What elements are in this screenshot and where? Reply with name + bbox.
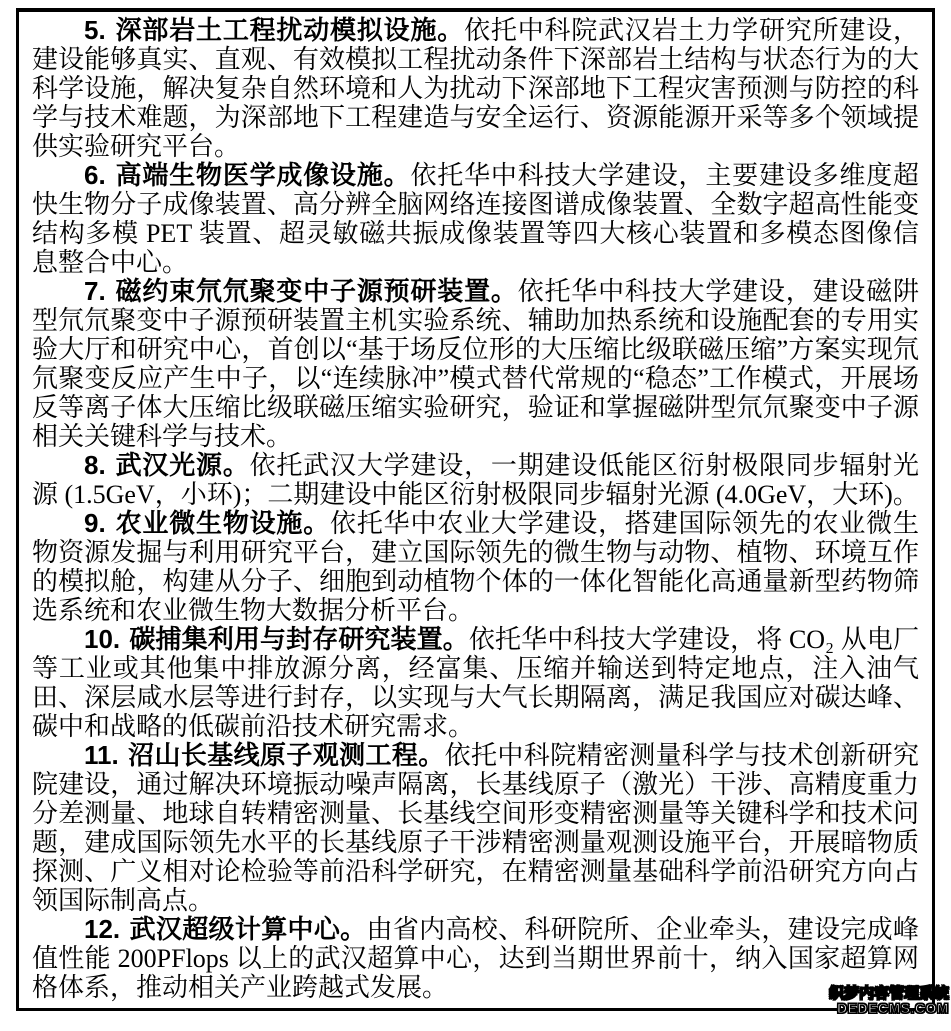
paragraph-title: 沼山长基线原子观测工程。 [127, 740, 445, 770]
paragraph-number: 8. [84, 450, 106, 480]
paragraph-body: 依托华中科技大学建设，主要建设多维度超快生物分子成像装置、高分辨全脑网络连接图谱成像装置、全数字超高性能变结构多模 PET 装置、超灵敏磁共振成像装置等四大核心装置和多模态图像信息整合中心。 [32, 161, 919, 277]
facility-paragraph-5 [32, 16, 919, 161]
paragraph-number: 6. [84, 160, 106, 190]
paragraph-body: 依托武汉大学建设，一期建设低能区衍射极限同步辐射光源 (1.5GeV，小环)；二期建设中能区衍射极限同步辐射光源 (4.0GeV，大环)。 [32, 451, 919, 509]
paragraph-number: 9. [84, 508, 106, 538]
paragraph-number: 7. [84, 276, 106, 306]
paragraph-body: 依托华中科技大学建设，将 CO₂ 从电厂等工业或其他集中排放源分离，经富集、压缩并输送到特定地点，注入油气田、深层咸水层等进行封存，以实现与大气长期隔离，满足我国应对碳达峰、碳中和战略的低碳前沿技术研究需求。 [32, 625, 919, 741]
paragraph-body: 依托中科院精密测量科学与技术创新研究院建设，通过解决环境振动噪声隔离，长基线原子（激光）干涉、高精度重力分差测量、地球自转精密测量、长基线空间形变精密测量等关键科学和技术问题，建成国际领先水平的长基线原子干涉精密测量观测设施平台，开展暗物质探测、广义相对论检验等前沿科学研究，在精密测量基础科学前沿研究方向占领国际制高点。 [32, 741, 919, 915]
paragraph-title: 深部岩土工程扰动模拟设施。 [114, 15, 465, 45]
paragraph-title: 武汉光源。 [114, 450, 250, 480]
paragraph-title: 碳捕集利用与封存研究装置。 [129, 624, 469, 654]
facility-paragraph-8 [32, 451, 919, 509]
facility-paragraph-11 [32, 741, 919, 915]
paragraph-number: 5. [84, 15, 106, 45]
paragraph-number: 11. [84, 740, 119, 770]
facility-paragraph-7 [32, 277, 919, 451]
paragraph-title: 武汉超级计算中心。 [129, 914, 367, 944]
facility-paragraph-6 [32, 161, 919, 277]
watermark-text-cn: 织梦内容管理系统 [828, 985, 949, 1002]
document-border-frame [16, 8, 935, 1011]
paragraph-body: 由省内高校、科研院所、企业牵头，建设完成峰值性能 200PFlops 以上的武汉超算中心，达到当期世界前十，纳入国家超算网格体系，推动相关产业跨越式发展。 [32, 915, 919, 1002]
paragraph-number: 10. [84, 624, 121, 654]
paragraph-number: 12. [84, 914, 121, 944]
paragraph-title: 磁约束氘氘聚变中子源预研装置。 [114, 276, 518, 306]
paragraph-title: 农业微生物设施。 [114, 508, 331, 538]
paragraph-body: 依托华中科技大学建设，建设磁阱型氘氘聚变中子源预研装置主机实验系统、辅助加热系统和设施配套的专用实验大厅和研究中心，首创以“基于场反位形的大压缩比级联磁压缩”方案实现氘氘聚变反应产生中子，以“连续脉冲”模式替代常规的“稳态”工作模式，开展场反等离子体大压缩比级联磁压缩实验研究，验证和掌握磁阱型氘氘聚变中子源相关关键科学与技术。 [32, 277, 919, 451]
facility-paragraph-10 [32, 625, 919, 741]
paragraph-body: 依托中科院武汉岩土力学研究所建设，建设能够真实、直观、有效模拟工程扰动条件下深部岩土结构与状态行为的大科学设施，解决复杂自然环境和人为扰动下深部地下工程灾害预测与防控的科学与技术难题，为深部地下工程建造与安全运行、资源能源开采等多个领域提供实验研究平台。 [32, 16, 919, 161]
watermark-text-en: DEDECMS.COM [836, 1000, 949, 1016]
paragraph-body: 依托华中农业大学建设，搭建国际领先的农业微生物资源发掘与利用研究平台，建立国际领先的微生物与动物、植物、环境互作的模拟舱，构建从分子、细胞到动植物个体的一体化智能化高通量新型药物筛选系统和农业微生物大数据分析平台。 [32, 509, 919, 625]
dedecms-watermark [829, 986, 949, 1016]
facility-paragraph-12 [32, 915, 919, 1002]
facility-paragraph-9 [32, 509, 919, 625]
paragraph-title: 高端生物医学成像设施。 [114, 160, 411, 190]
